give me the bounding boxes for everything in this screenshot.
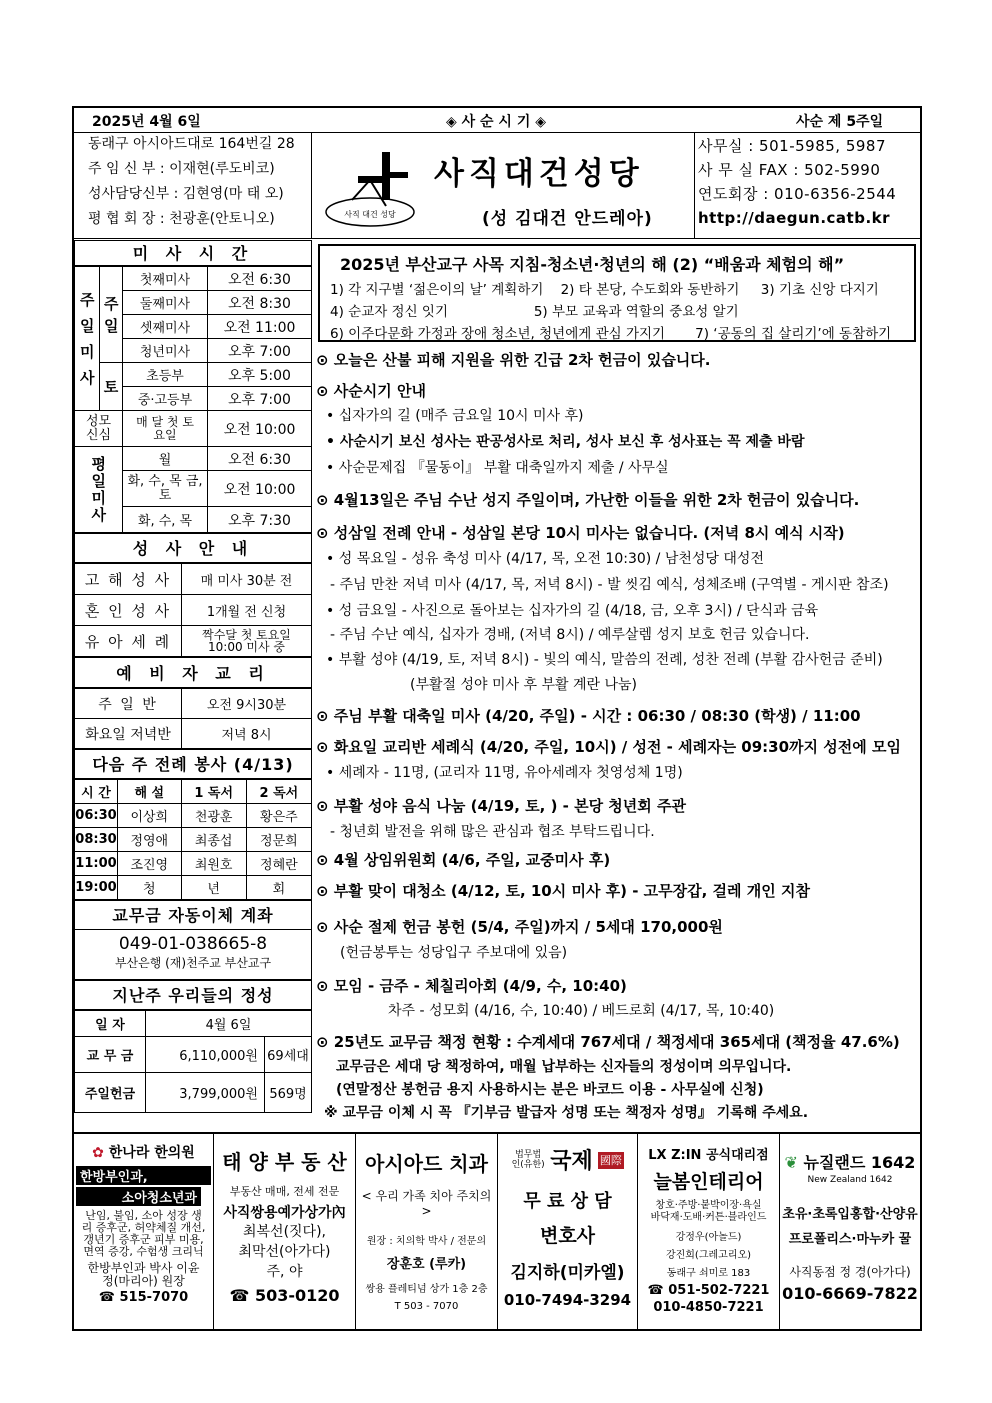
policy-box — [318, 244, 916, 342]
weekday-time: 오전 6:30 — [208, 447, 312, 471]
catechumen-value: 오전 9시30분 — [182, 689, 312, 719]
notice: - 주님 만찬 저녁 미사 (4/17, 목, 저녁 8시) - 발 씻김 예식, 성체조배 (구역별 - 게시판 참조) — [330, 577, 889, 593]
mass-name: 둘째미사 — [123, 291, 208, 315]
left-column — [74, 240, 312, 1113]
ad-desc: 부동산 매매, 전세 전문 — [229, 1185, 340, 1198]
ad-title: 변호사 — [539, 1225, 596, 1247]
sunday-mass-label: 주 일 미 사 — [75, 267, 100, 411]
service-cell: 정문희 — [246, 828, 311, 852]
sacrament-name: 고 해 성 사 — [75, 564, 182, 595]
parish-pastor: 주 임 신 부 : 이재현(루도비코) — [88, 161, 275, 177]
ad-name: ✿ 한나라 한의원 — [92, 1145, 195, 1161]
ad-tel: T 503 - 7070 — [394, 1301, 459, 1312]
mass-time: 오전 11:00 — [208, 315, 312, 339]
service-header: 해 설 — [118, 780, 182, 804]
ad-realty — [214, 1134, 356, 1331]
saturday-label: 토 — [100, 363, 123, 411]
service-title: 다음 주 전례 봉사 (4/13) — [74, 749, 312, 779]
notice: ⊙ 주님 부활 대축일 미사 (4/20, 주일) - 시간 : 06:30 / 08:30 (학생) / 11:00 — [316, 707, 861, 725]
offering-table — [74, 1010, 312, 1113]
notice: (헌금봉투는 성당입구 주보대에 있음) — [340, 945, 568, 961]
offering-name: 교 무 금 — [75, 1037, 146, 1073]
bulletin-date: 2025년 4월 6일 — [92, 114, 201, 130]
catechumen-name: 주 일 반 — [75, 689, 182, 719]
sacrament-name: 유 아 세 례 — [75, 626, 182, 657]
policy-line: 4) 순교자 정신 잇기 5) 부모 교육과 역할의 중요성 알기 — [330, 304, 739, 320]
ad-doctor-title: 원장 : 치의학 박사 / 전문의 — [366, 1236, 487, 1247]
notice: ⊙ 4월 상임위원회 (4/6, 주일, 교중미사 후) — [316, 851, 611, 869]
notice: (연말정산 봉헌금 용지 사용하시는 분은 바코드 이용 - 사무실에 신청) — [336, 1082, 764, 1098]
ad-slogan: < 우리 가족 치아 주치의 > — [361, 1189, 492, 1218]
notice: • 사순문제집 『물동이』 부활 대축일까지 제출 / 사무실 — [326, 460, 669, 476]
ad-name: 늘봄인테리어 — [653, 1171, 764, 1193]
service-cell: 천광훈 — [181, 804, 246, 828]
offering-date: 4월 6일 — [146, 1011, 312, 1037]
weekday-time: 오후 7:30 — [208, 507, 312, 533]
notice: • 성 금요일 - 사진으로 돌아보는 십자가의 길 (4/18, 금, 오후 3시) / 단식과 금육 — [326, 603, 819, 619]
weekday-name: 월 — [123, 447, 208, 471]
weekday-time: 오전 10:00 — [208, 471, 312, 507]
ad-tel: ☎ 503-0120 — [229, 1286, 340, 1305]
catechumen-name: 화요일 저녁반 — [75, 719, 182, 749]
notice: • 사순시기 보신 성사는 판공성사로 처리, 성사 보신 후 성사표는 꼭 제출 바람 — [326, 434, 805, 450]
notice: - 청년회 발전을 위해 많은 관심과 협조 부탁드립니다. — [330, 824, 655, 840]
notice: ⊙ 오늘은 산불 피해 지원을 위한 긴급 2차 헌금이 있습니다. — [316, 351, 711, 369]
offering-date-label: 일 자 — [75, 1011, 146, 1037]
logo-text: 사직 대건 성당 — [344, 210, 396, 219]
notice: ⊙ 사순시기 안내 — [316, 382, 426, 400]
service-cell: 정혜란 — [246, 852, 311, 876]
heart-name: 매 달 첫 토요일 — [123, 411, 208, 447]
service-cell: 최종섭 — [181, 828, 246, 852]
ad-tel: 010-7494-3294 — [503, 1291, 632, 1309]
mass-time: 오전 6:30 — [208, 267, 312, 291]
service-cell: 청 — [118, 876, 182, 900]
catechumen-title: 예 비 자 교 리 — [74, 657, 312, 688]
ad-tel: ☎ 051-502-7221 — [647, 1283, 770, 1298]
mass-name: 첫째미사 — [123, 267, 208, 291]
policy-title: 2025년 부산교구 사목 지침-청소년·청년의 해 (2) “배움과 체험의 해” — [340, 255, 845, 274]
parish-patron: (성 김대건 안드레아) — [482, 209, 653, 229]
notice: ⊙ 성삼일 전례 안내 - 성삼일 본당 10시 미사는 없습니다. (저녁 8시 예식 시작) — [316, 524, 845, 542]
ad-items: 창호·주방·붙박이장·욕실 바닥재·도배·커튼·블라인드 — [650, 1200, 767, 1223]
ad-health — [780, 1134, 920, 1331]
offering-count: 69세대 — [265, 1037, 312, 1073]
service-header: 1 독서 — [181, 780, 246, 804]
service-cell: 조진영 — [118, 852, 182, 876]
dues-title: 교무금 자동이체 계좌 — [74, 900, 312, 930]
service-header: 시 간 — [75, 780, 118, 804]
ad-desc: 난임, 불임, 소아 성장 생리 증후군, 허약체질 개선,갱년기 증후군 피부 미용, 면역 증강, 수험생 크리닉 — [81, 1209, 206, 1258]
parish-contact — [698, 134, 896, 230]
notice: ⊙ 모임 - 금주 - 체칠리아회 (4/9, 수, 10:40) — [316, 977, 627, 995]
notice: (부활절 성야 미사 후 부활 계란 나눔) — [410, 677, 637, 693]
notice: ⊙ 화요일 교리반 세례식 (4/20, 주일, 10시) / 성전 - 세례자는 09:30까지 성전에 모임 — [316, 738, 901, 756]
clinic-flower-icon: ✿ — [92, 1145, 104, 1161]
sacrament-table — [74, 563, 312, 657]
offering-title: 지난주 우리들의 정성 — [74, 980, 312, 1010]
ad-name: ❦ 뉴질랜드 1642 — [784, 1153, 916, 1172]
mass-time: 오전 8:30 — [208, 291, 312, 315]
catechumen-table — [74, 688, 312, 749]
ad-law — [498, 1134, 638, 1331]
mass-time: 오후 5:00 — [208, 363, 312, 387]
ad-name: 아시아드 치과 — [365, 1152, 488, 1176]
ad-person: 강정우(아놀드) — [675, 1232, 742, 1243]
ad-doctor: 장훈호 (루카) — [386, 1257, 467, 1272]
sacrament-value: 매 미사 30분 전 — [182, 564, 312, 595]
sunday-week: 사순 제 5주일 — [796, 114, 884, 130]
header-bar — [74, 108, 920, 133]
season-title: ◈ 사 순 시 기 ◈ — [446, 114, 546, 130]
ad-product: 프로폴리스·마누카 꿀 — [788, 1232, 912, 1247]
notice: ⊙ 25년도 교무금 책정 현황 : 수계세대 767세대 / 책정세대 365세대 (책정율 47.6%) — [316, 1033, 900, 1051]
ad-doctor: 한방부인과 박사 이윤정(마리아) 원장 — [87, 1261, 200, 1288]
sacrament-title: 성 사 안 내 — [74, 533, 312, 563]
ad-tel: 010-4850-7221 — [653, 1300, 764, 1315]
weekday-name: 화, 수, 목 — [123, 507, 208, 533]
weekday-mass-label: 평 일 미 사 — [75, 447, 123, 533]
ad-name: 국제 — [550, 1149, 593, 1174]
dues-bank: 부산은행 (재)천주교 부산교구 — [114, 956, 272, 970]
ad-people: 최복선(짓다), 최막선(아가다) 주, 야 — [238, 1224, 331, 1280]
heart-label: 성모 신심 — [75, 411, 123, 447]
notice: • 부활 성야 (4/19, 토, 저녁 8시) - 빛의 예식, 말씀의 전례, 성찬 전례 (부활 감사헌금 준비) — [326, 652, 883, 668]
notice: ⊙ 부활 맞이 대청소 (4/12, 토, 10시 미사 후) - 고무장갑, 걸레 개인 지참 — [316, 882, 810, 900]
ad-dept: 한방부인과, — [76, 1166, 211, 1185]
ads-row — [74, 1132, 920, 1331]
offering-amount: 6,110,000원 — [146, 1037, 265, 1073]
catechumen-value: 저녁 8시 — [182, 719, 312, 749]
notice: - 주님 수난 예식, 십자가 경배, (저녁 8시) / 예루살렘 성지 보호 헌금 있습니다. — [330, 627, 810, 643]
notice: 차주 - 성모회 (4/16, 수, 10:40) / 베드로회 (4/17, 목, 10:40) — [388, 1003, 775, 1019]
parish-title-box — [312, 132, 695, 238]
ad-free: 무 료 상 담 — [523, 1191, 612, 1212]
mass-time: 오후 7:00 — [208, 387, 312, 411]
office-phone: 사무실 : 501-5985, 5987 — [698, 137, 886, 155]
service-time: 06:30 — [75, 804, 118, 828]
service-cell: 이상희 — [118, 804, 182, 828]
sacrament-value: 1개월 전 신청 — [182, 595, 312, 626]
sacrament-value: 짝수달 첫 토요일 10:00 미사 중 — [182, 626, 312, 657]
sunday-label: 주 일 — [100, 267, 123, 363]
ad-product: 초유·초록입홍합·산양유 — [782, 1207, 918, 1222]
mass-time: 오후 7:00 — [208, 339, 312, 363]
sacrament-name: 혼 인 성 사 — [75, 595, 182, 626]
ad-brand: LX Z:IN 공식대리점 — [648, 1148, 769, 1163]
mass-name: 청년미사 — [123, 339, 208, 363]
notice: • 세례자 - 11명, (교리자 11명, 유아세례자 첫영성체 1명) — [326, 765, 683, 781]
service-time: 19:00 — [75, 876, 118, 900]
mass-table — [74, 266, 312, 533]
notice: ⊙ 부활 성야 음식 나눔 (4/19, 토, ) - 본당 청년회 주관 — [316, 797, 686, 815]
ad-addr: 쌍용 플레티넘 상가 1층 2층 — [365, 1284, 488, 1295]
service-cell: 황은주 — [246, 804, 311, 828]
ad-dept: 소아청소년과 — [76, 1187, 201, 1206]
notice: ※ 교무금 이체 시 꼭 『기부금 발급자 성명 또는 책정자 성명』 기록해 주세요. — [324, 1105, 809, 1121]
notice: 교무금은 세대 당 책정하여, 매월 납부하는 신자들의 정성이며 의무입니다. — [336, 1059, 792, 1075]
service-cell: 회 — [246, 876, 311, 900]
service-cell: 년 — [181, 876, 246, 900]
service-header: 2 독서 — [246, 780, 311, 804]
ad-lawyer: 김지하(미카엘) — [510, 1263, 625, 1283]
dues-account: 049-01-038665-8 — [118, 934, 268, 954]
policy-line: 1) 각 지구별 ‘젊은이의 날’ 계획하기 2) 타 본당, 수도회와 동반하기 3) 기초 신앙 다지기 — [330, 282, 879, 298]
ad-sub: New Zealand 1642 — [807, 1175, 893, 1185]
parish-staff — [74, 132, 312, 238]
ad-hanuiwon — [74, 1134, 214, 1331]
policy-line: 6) 이주다문화 가정과 장애 청소년, 청년에게 관심 가지기 7) ‘공동의 집 살리기’에 동참하기 — [330, 326, 892, 342]
ad-name: 태 양 부 동 산 — [222, 1150, 347, 1174]
service-table — [74, 779, 312, 900]
ad-person: 강진희(그레고리오) — [665, 1250, 752, 1261]
offering-amount: 3,799,000원 — [146, 1073, 265, 1113]
ad-badge: 國際 — [599, 1153, 622, 1167]
parish-council: 평 협 회 장 : 천광훈(안토니오) — [88, 211, 275, 227]
notice: ⊙ 4월13일은 주님 수난 성지 주일이며, 가난한 이들을 위한 2차 헌금이 있습니다. — [316, 491, 860, 509]
service-time: 08:30 — [75, 828, 118, 852]
ad-prefix: 법무법인(유한) — [511, 1149, 545, 1170]
parish-name: 사직대건성당 — [434, 156, 644, 192]
mass-name: 초등부 — [123, 363, 208, 387]
parish-logo — [322, 146, 418, 232]
ad-place: 사직쌍용예가상가內 — [223, 1205, 346, 1221]
ad-tel: 010-6669-7822 — [782, 1284, 918, 1303]
notice: • 십자가의 길 (매주 금요일 10시 미사 후) — [326, 408, 584, 424]
notice: • 성 목요일 - 성유 축성 미사 (4/17, 목, 오전 10:30) / 남천성당 대성전 — [326, 551, 764, 567]
parish-curate: 성사담당신부 : 김현영(마 태 오) — [88, 186, 284, 202]
mass-name: 셋째미사 — [123, 315, 208, 339]
youth-phone: 연도회장 : 010-6356-2544 — [698, 185, 897, 203]
ad-dental — [356, 1134, 498, 1331]
notice: ⊙ 사순 절제 헌금 봉헌 (5/4, 주일)까지 / 5세대 170,000원 — [316, 918, 723, 936]
ad-tel: ☎ 515-7070 — [98, 1290, 189, 1305]
ad-interior — [638, 1134, 780, 1331]
service-cell: 최원호 — [181, 852, 246, 876]
weekday-name: 화, 수, 목 금, 토 — [123, 471, 208, 507]
divider — [74, 238, 920, 239]
parish-url[interactable]: http://daegun.catb.kr — [698, 209, 891, 227]
service-time: 11:00 — [75, 852, 118, 876]
heart-time: 오전 10:00 — [208, 411, 312, 447]
ad-addr: 동래구 쇠미로 183 — [666, 1268, 751, 1279]
offering-name: 주일헌금 — [75, 1073, 146, 1113]
ad-name-row — [498, 1144, 637, 1175]
service-cell: 정영애 — [118, 828, 182, 852]
office-fax: 사 무 실 FAX : 502-5990 — [698, 161, 881, 179]
leaf-icon: ❦ — [784, 1153, 798, 1172]
mass-title: 미 사 시 간 — [74, 240, 312, 266]
dues-box — [74, 930, 312, 980]
ad-store: 사직동점 정 경(아가다) — [789, 1265, 911, 1279]
mass-name: 중·고등부 — [123, 387, 208, 411]
offering-count: 569명 — [265, 1073, 312, 1113]
parish-address: 동래구 아시아드대로 164번길 28 — [88, 136, 295, 152]
